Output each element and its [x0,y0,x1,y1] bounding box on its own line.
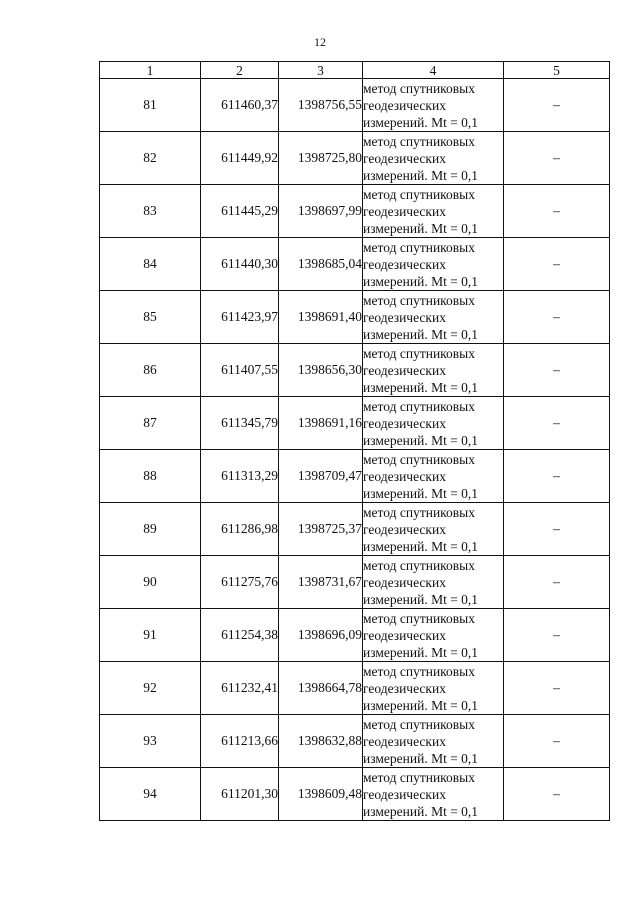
method-text-line: измерений. Mt = 0,1 [363,591,479,607]
method-text-line: геодезических [363,203,446,219]
note-cell: – [504,132,610,185]
method-cell [363,450,504,503]
point-number-cell: 86 [100,344,201,397]
method-text-line: метод спутниковых [363,80,475,96]
method-text-line: измерений. Mt = 0,1 [363,432,479,448]
x-coordinate-cell: 611449,92 [201,132,279,185]
method-cell [363,768,504,821]
point-number-cell: 92 [100,662,201,715]
column-header-3: 3 [279,62,363,79]
table-body [100,79,610,821]
x-coordinate-cell: 611213,66 [201,715,279,768]
method-text-line: метод спутниковых [363,716,475,732]
note-cell: – [504,450,610,503]
method-text-line: измерений. Mt = 0,1 [363,803,479,819]
method-text-line: геодезических [363,362,446,378]
coordinates-table [99,61,610,821]
point-number-cell: 91 [100,609,201,662]
table-row [100,185,610,238]
x-coordinate-cell: 611232,41 [201,662,279,715]
method-text-line: геодезических [363,415,446,431]
method-text-line: геодезических [363,468,446,484]
method-cell [363,344,504,397]
method-text-line: геодезических [363,680,446,696]
method-cell [363,185,504,238]
x-coordinate-cell: 611201,30 [201,768,279,821]
y-coordinate-cell: 1398632,88 [279,715,363,768]
method-text-line: метод спутниковых [363,186,475,202]
point-number-cell: 82 [100,132,201,185]
method-text-line: измерений. Mt = 0,1 [363,167,479,183]
method-text-line: измерений. Mt = 0,1 [363,114,479,130]
y-coordinate-cell: 1398656,30 [279,344,363,397]
column-header-4: 4 [363,62,504,79]
table-row [100,768,610,821]
point-number-cell: 89 [100,503,201,556]
x-coordinate-cell: 611275,76 [201,556,279,609]
page-number: 12 [314,35,326,49]
note-cell: – [504,609,610,662]
point-number-cell: 83 [100,185,201,238]
x-coordinate-cell: 611440,30 [201,238,279,291]
point-number-cell: 90 [100,556,201,609]
point-number-cell: 84 [100,238,201,291]
method-text-line: метод спутниковых [363,769,475,785]
method-cell [363,715,504,768]
point-number-cell: 81 [100,79,201,132]
method-text-line: геодезических [363,150,446,166]
note-cell: – [504,662,610,715]
method-cell [363,556,504,609]
point-number-cell: 94 [100,768,201,821]
header-row [100,62,610,79]
x-coordinate-cell: 611254,38 [201,609,279,662]
method-cell [363,132,504,185]
method-text-line: измерений. Mt = 0,1 [363,379,479,395]
y-coordinate-cell: 1398725,80 [279,132,363,185]
note-cell: – [504,768,610,821]
method-text-line: измерений. Mt = 0,1 [363,220,479,236]
method-text-line: метод спутниковых [363,239,475,255]
y-coordinate-cell: 1398664,78 [279,662,363,715]
method-cell [363,79,504,132]
method-text-line: измерений. Mt = 0,1 [363,697,479,713]
point-number-cell: 88 [100,450,201,503]
table-row [100,450,610,503]
method-cell [363,609,504,662]
method-cell [363,503,504,556]
x-coordinate-cell: 611460,37 [201,79,279,132]
method-text-line: метод спутниковых [363,663,475,679]
note-cell: – [504,344,610,397]
y-coordinate-cell: 1398756,55 [279,79,363,132]
note-cell: – [504,79,610,132]
x-coordinate-cell: 611345,79 [201,397,279,450]
method-text-line: метод спутниковых [363,398,475,414]
table-row [100,291,610,344]
method-text-line: метод спутниковых [363,557,475,573]
method-text-line: геодезических [363,309,446,325]
table-row [100,238,610,291]
method-text-line: геодезических [363,574,446,590]
x-coordinate-cell: 611313,29 [201,450,279,503]
method-text-line: геодезических [363,97,446,113]
y-coordinate-cell: 1398697,99 [279,185,363,238]
y-coordinate-cell: 1398725,37 [279,503,363,556]
method-text-line: метод спутниковых [363,451,475,467]
method-text-line: измерений. Mt = 0,1 [363,538,479,554]
note-cell: – [504,503,610,556]
x-coordinate-cell: 611286,98 [201,503,279,556]
note-cell: – [504,715,610,768]
note-cell: – [504,291,610,344]
x-coordinate-cell: 611445,29 [201,185,279,238]
table-row [100,132,610,185]
table-row [100,609,610,662]
column-header-5: 5 [504,62,610,79]
table-row [100,79,610,132]
note-cell: – [504,556,610,609]
y-coordinate-cell: 1398696,09 [279,609,363,662]
y-coordinate-cell: 1398731,67 [279,556,363,609]
table-row [100,556,610,609]
table-row [100,344,610,397]
y-coordinate-cell: 1398691,16 [279,397,363,450]
method-text-line: измерений. Mt = 0,1 [363,750,479,766]
table-row [100,503,610,556]
y-coordinate-cell: 1398709,47 [279,450,363,503]
note-cell: – [504,397,610,450]
method-text-line: измерений. Mt = 0,1 [363,644,479,660]
x-coordinate-cell: 611423,97 [201,291,279,344]
method-text-line: геодезических [363,786,446,802]
column-header-1: 1 [100,62,201,79]
method-text-line: метод спутниковых [363,292,475,308]
method-cell [363,238,504,291]
method-cell [363,662,504,715]
method-text-line: метод спутниковых [363,345,475,361]
method-text-line: измерений. Mt = 0,1 [363,485,479,501]
x-coordinate-cell: 611407,55 [201,344,279,397]
table-row [100,397,610,450]
point-number-cell: 85 [100,291,201,344]
column-header-2: 2 [201,62,279,79]
point-number-cell: 87 [100,397,201,450]
method-text-line: измерений. Mt = 0,1 [363,273,479,289]
method-text-line: метод спутниковых [363,133,475,149]
method-text-line: геодезических [363,521,446,537]
table-row [100,662,610,715]
point-number-cell: 93 [100,715,201,768]
method-text-line: геодезических [363,627,446,643]
table-row [100,715,610,768]
note-cell: – [504,185,610,238]
method-text-line: геодезических [363,733,446,749]
method-text-line: измерений. Mt = 0,1 [363,326,479,342]
method-cell [363,291,504,344]
method-text-line: геодезических [363,256,446,272]
y-coordinate-cell: 1398691,40 [279,291,363,344]
y-coordinate-cell: 1398685,04 [279,238,363,291]
method-cell [363,397,504,450]
note-cell: – [504,238,610,291]
method-text-line: метод спутниковых [363,504,475,520]
method-text-line: метод спутниковых [363,610,475,626]
y-coordinate-cell: 1398609,48 [279,768,363,821]
